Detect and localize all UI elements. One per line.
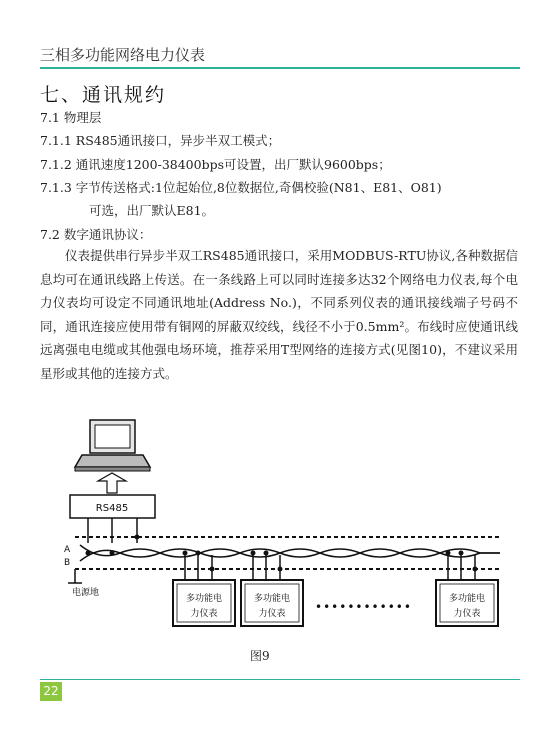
figure-caption: 图9 <box>250 649 270 663</box>
running-header-title: 三相多功能网络电力仪表 <box>40 46 206 64</box>
line-a-label: A <box>64 545 71 555</box>
item-7-1-1: 7.1.1 RS485通讯接口，异步半双工模式； <box>40 133 281 148</box>
computer-icon <box>75 420 150 471</box>
meter-box-2 <box>241 555 303 626</box>
meter-2-label-line1: 多功能电 <box>253 594 291 604</box>
item-7-1-3-cont: 可选，出厂默认E81。 <box>89 203 215 218</box>
subsection-7-2: 7.2 数字通讯协议： <box>40 227 152 242</box>
subsection-7-1: 7.1 物理层 <box>40 110 102 125</box>
twisted-pair-b <box>80 549 500 561</box>
rs485-label: RS485 <box>95 503 129 514</box>
footer-divider <box>40 679 520 680</box>
ellipsis-dots: •••••••••••• <box>315 600 412 614</box>
item-7-1-2: 7.1.2 通讯速度1200-38400bps可设置，出厂默认9600bps； <box>40 157 391 172</box>
meter-1-label-line1: 多功能电 <box>185 594 223 604</box>
item-7-1-3: 7.1.3 字节传送格式:1位起始位,8位数据位,奇偶校验(N81、E81、O81) <box>40 180 442 195</box>
meter-box-3 <box>436 555 498 626</box>
twisted-pair-a <box>80 545 500 557</box>
section-heading: 七、通讯规约 <box>40 84 167 106</box>
header-divider <box>40 67 520 69</box>
line-b-label: B <box>64 558 71 568</box>
meter-3-label-line2: 力仪表 <box>453 609 481 619</box>
meter-box-1 <box>173 555 235 626</box>
ground-label: 电源地 <box>72 588 100 598</box>
rs485-wiring-diagram <box>40 415 520 645</box>
page-number-badge: 22 <box>40 682 62 701</box>
protocol-paragraph: 仪表提供串行异步半双工RS485通讯接口，采用MODBUS-RTU协议,各种数据信息均可在通讯线路上传送。在一条线路上可以同时连接多达32个网络电力仪表,每个电力仪表均可设定不同通讯地址(Address No.)，不同系列仪表的通讯接线端子号码不同，通讯连接应使用带有铜网的屏蔽双绞线，线径不小于0.5mm²。布线时应使通讯线远离强电电缆或其他强电场环境，推荐采用T型网络的连接方式(见图10)，不建议采用星形或其他的连接方式。 <box>40 248 518 381</box>
meter-2-label-line2: 力仪表 <box>258 609 286 619</box>
meter-1-label-line2: 力仪表 <box>190 609 218 619</box>
arrow-up-icon <box>98 473 126 493</box>
meter-3-label-line1: 多功能电 <box>448 594 486 604</box>
